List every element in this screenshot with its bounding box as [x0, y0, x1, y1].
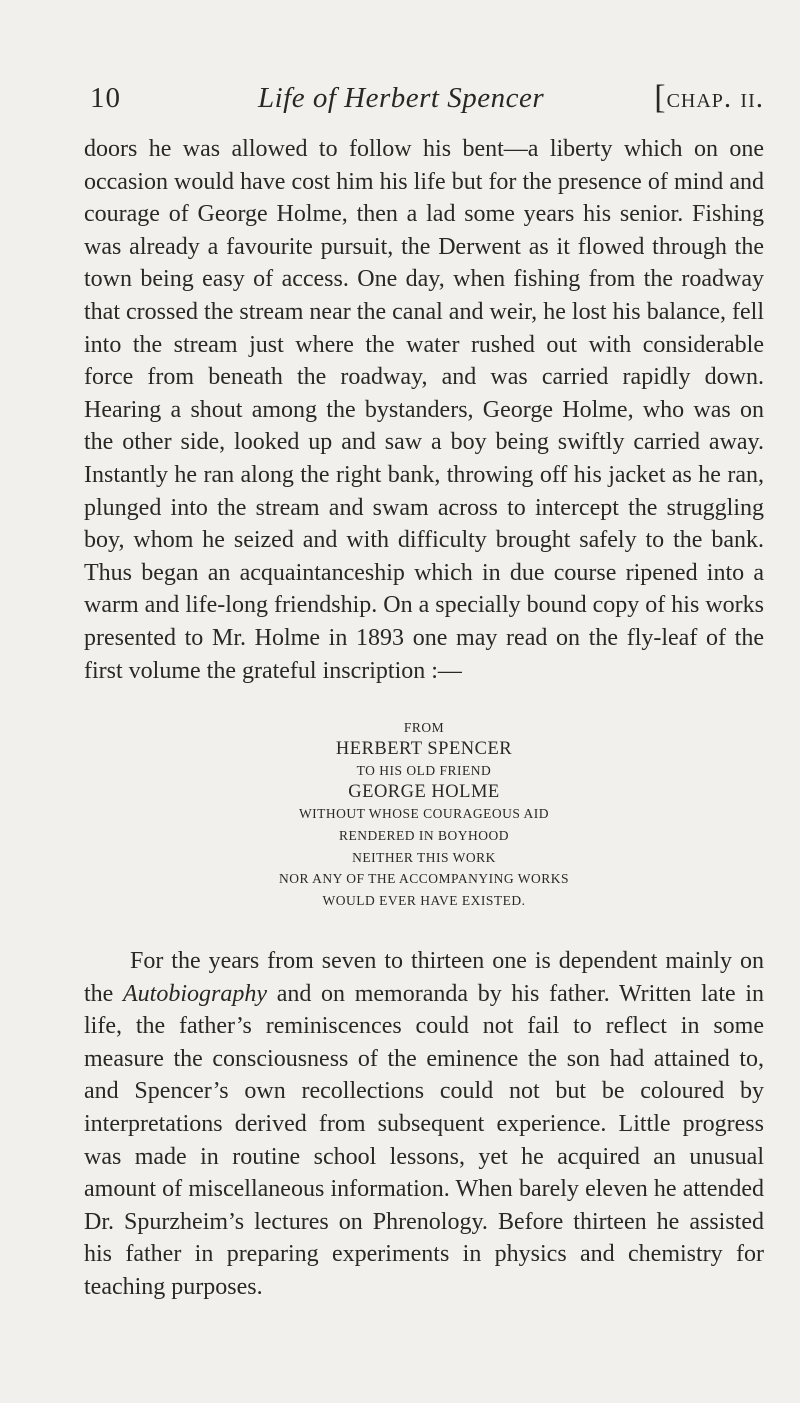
dedication-line: RENDERED IN BOYHOOD	[339, 827, 509, 843]
dedication-line: NOR ANY OF THE ACCOMPANYING WORKS	[279, 871, 569, 887]
chapter-label: chap. ii.	[666, 82, 764, 114]
chapter-bracket: [	[654, 79, 667, 116]
dedication-line: HERBERT SPENCER	[335, 738, 513, 759]
dedication-line: NEITHER THIS WORK	[352, 849, 496, 865]
chapter-marker	[654, 78, 764, 118]
body-paragraph-2	[84, 945, 764, 1304]
book-title: Autobiography	[123, 980, 268, 1007]
running-title: Life of Herbert Spencer	[258, 82, 545, 114]
paragraph-text: and on memoranda by his father. Written late in life, the father’s reminiscences could not fail to reflect in some measure the consciousness of the eminence the son had attained to, and Spencer’s own recollections could not but be coloured by interpretations derived from subsequent experience. Little progress was made in routine school lessons, yet he acquired an unusual amount of miscellaneous information. When barely eleven he attended Dr. Spurzheim’s lectures on Phrenology. Before thirteen he assisted his father in preparing experiments in physics and chemistry for teaching purposes.	[84, 980, 764, 1300]
dedication-line: GEORGE HOLME	[348, 781, 500, 802]
dedication-line: TO HIS OLD FRIEND	[356, 763, 492, 779]
dedication-line: FROM	[403, 720, 445, 735]
dedication-line: WITHOUT WHOSE COURAGEOUS AID	[298, 806, 550, 822]
body-paragraph-1: doors he was allowed to follow his bent—a liberty which on one occasion would have cost him his life but for the presence of mind and courage of George Holme, then a lad some years his senior. Fishing was already a favourite pursuit, the Derwent as it flowed through the town being easy of access. One day, when fishing from the roadway that crossed the stream near the canal and weir, he lost his balance, fell into the stream just where the water rushed out with considerable force from beneath the roadway, and was carried rapidly down. Hearing a shout among the bystanders, George Holme, who was on the other side, looked up and saw a boy being swiftly carried away. Instantly he ran along the right bank, throwing off his jacket as he ran, plunged into the stream and swam across to intercept the struggling boy, whom he seized and with difficulty brought safely to the bank. Thus began an acquaintanceship which in due course ripened into a warm and life-long friendship. On a specially bound copy of his works presented to Mr. Holme in 1893 one may read on the fly-leaf of the first volume the grateful inscription :—	[84, 136, 764, 684]
running-header	[90, 78, 764, 118]
dedication-inscription	[84, 717, 764, 911]
page-number: 10	[90, 82, 121, 114]
paragraph-text: For the years from seven to thirteen one is dependent mainly on the	[84, 948, 764, 1007]
dedication-line: WOULD EVER HAVE EXISTED.	[322, 892, 526, 908]
